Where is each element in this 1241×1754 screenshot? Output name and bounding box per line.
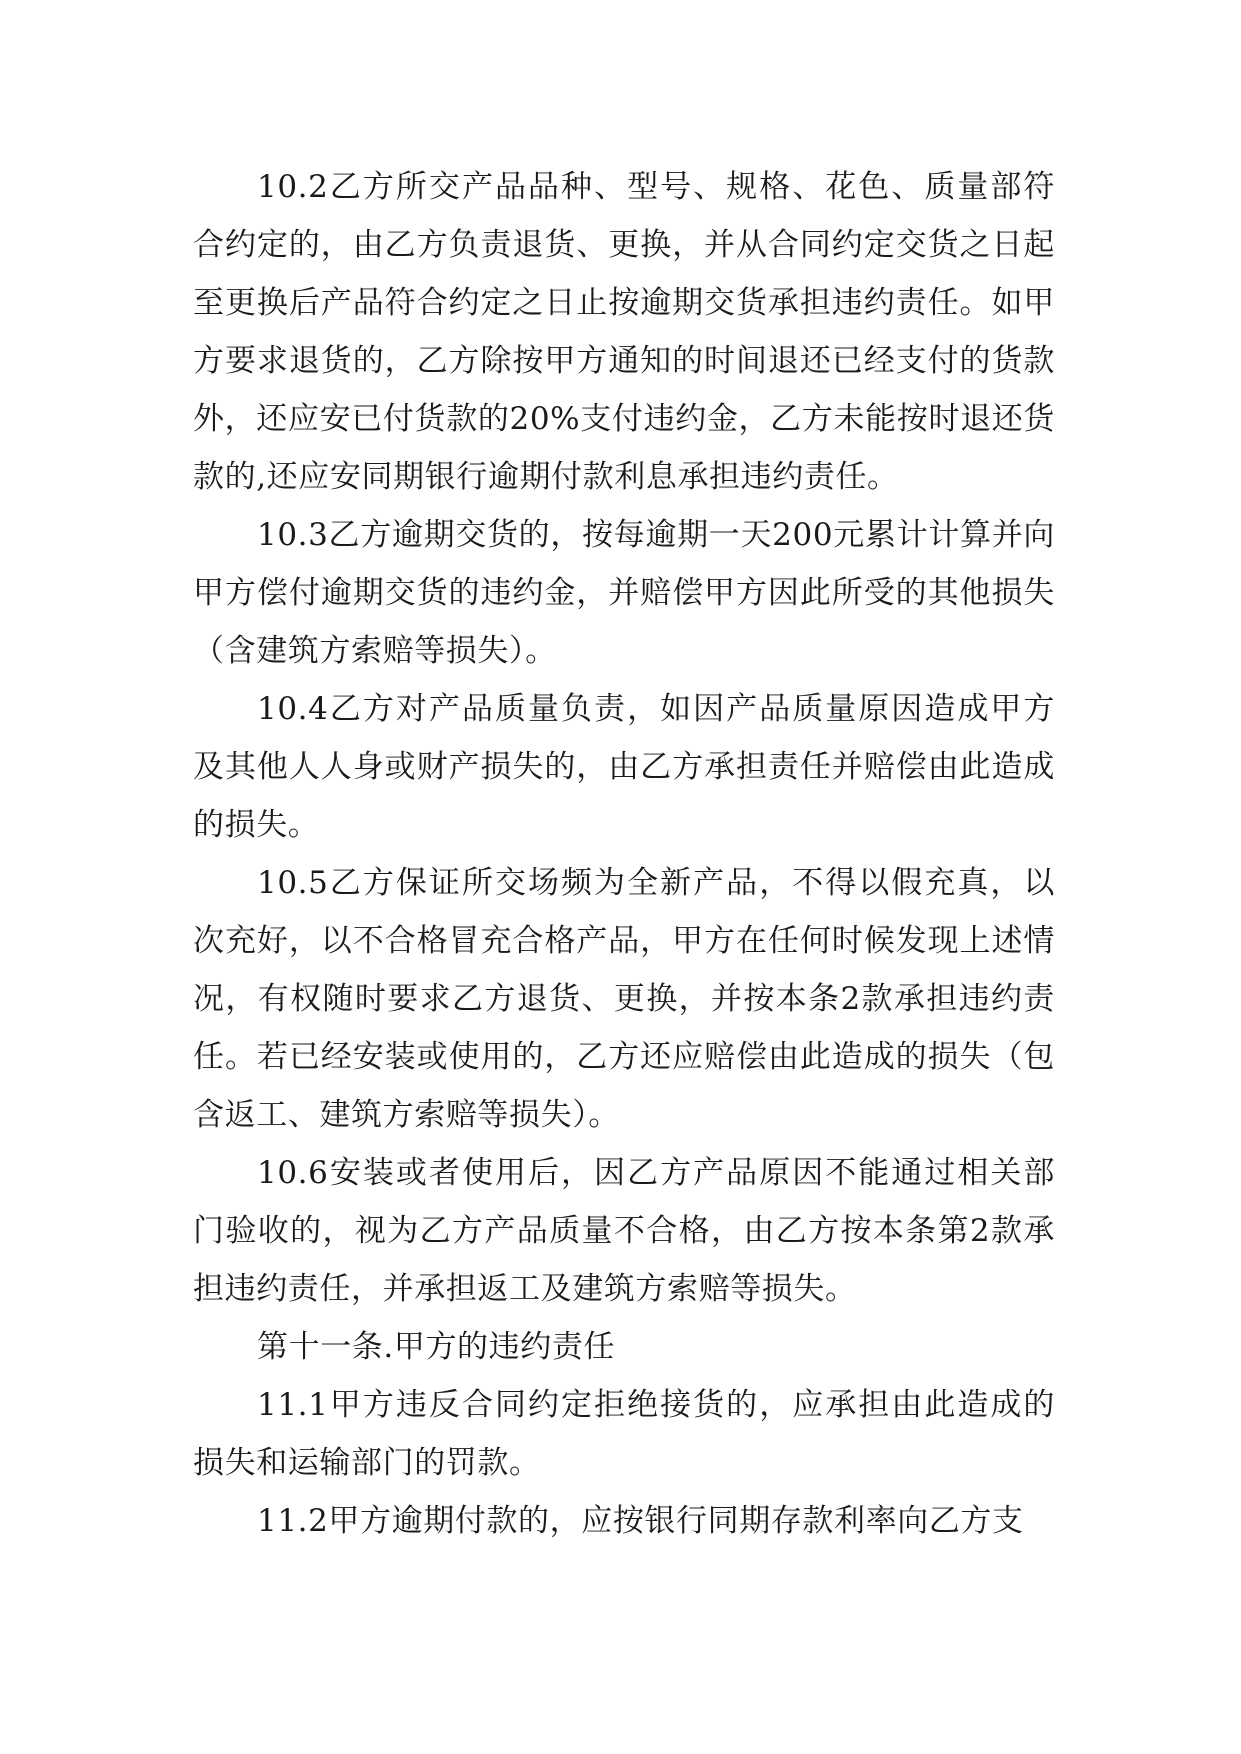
clause-10-5: 10.5乙方保证所交场频为全新产品，不得以假充真，以次充好，以不合格冒充合格产品，甲方在任何时候发现上述情况，有权随时要求乙方退货、更换，并按本条2款承担违约责任。若已经安装或使用的，乙方还应赔偿由此造成的损失（包含返工、建筑方索赔等损失）。 [193,865,1055,1133]
document-body [193,158,1055,1550]
clause-10-4: 10.4乙方对产品质量负责，如因产品质量原因造成甲方及其他人人身或财产损失的，由乙方承担责任并赔偿由此造成的损失。 [193,691,1055,843]
clause-10-6: 10.6安装或者使用后，因乙方产品原因不能通过相关部门验收的，视为乙方产品质量不合格，由乙方按本条第2款承担违约责任，并承担返工及建筑方索赔等损失。 [193,1155,1055,1307]
clause-11-1: 11.1甲方违反合同约定拒绝接货的，应承担由此造成的损失和运输部门的罚款。 [193,1387,1055,1481]
article-11-heading: 第十一条.甲方的违约责任 [257,1329,616,1365]
clause-11-2: 11.2甲方逾期付款的，应按银行同期存款利率向乙方支 [257,1503,1024,1539]
clause-10-2: 10.2乙方所交产品品种、型号、规格、花色、质量部符合约定的，由乙方负责退货、更换，并从合同约定交货之日起至更换后产品符合约定之日止按逾期交货承担违约责任。如甲方要求退货的，乙方除按甲方通知的时间退还已经支付的货款外，还应安已付货款的20%支付违约金，乙方未能按时退还货款的,还应安同期银行逾期付款利息承担违约责任。 [193,169,1055,495]
clause-10-3: 10.3乙方逾期交货的，按每逾期一天200元累计计算并向甲方偿付逾期交货的违约金，并赔偿甲方因此所受的其他损失（含建筑方索赔等损失）。 [193,517,1055,669]
